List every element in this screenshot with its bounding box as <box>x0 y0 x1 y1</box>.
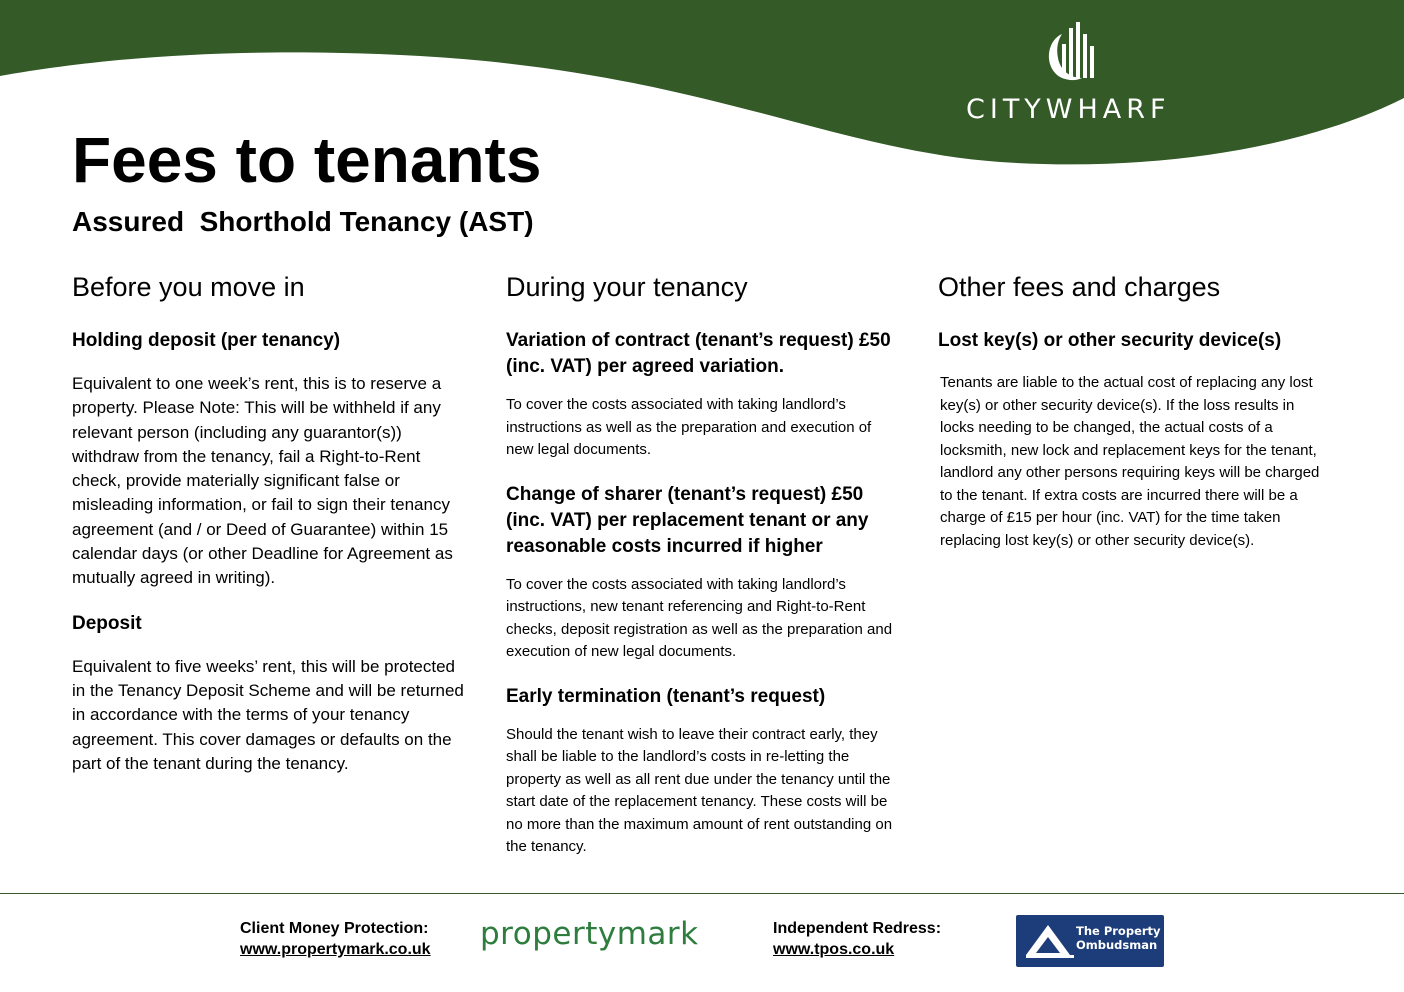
column-before-move-in <box>72 268 467 796</box>
ombudsman-triangle-icon <box>1022 921 1078 961</box>
page-subtitle: Assured Shorthold Tenancy (AST) <box>72 206 534 237</box>
fee-item-body: Tenants are liable to the actual cost of replacing any lost key(s) or other security device(s). If the loss results in locks needing to be changed, the actual costs of a locksmith, new lock and replacement keys for the tenant, landlord any other persons requiring keys will be charged to the tenant. If extra costs are incurred there will be a charge of £15 per hour (inc. VAT) for the time taken replacing lost key(s) or other security device(s). <box>940 374 1320 549</box>
tpos-link[interactable]: www.tpos.co.uk <box>773 941 895 958</box>
fee-item-body: Equivalent to one week’s rent, this is to reserve a property. Please Note: This will be withheld if any relevant person (including any guarantor(s)) withdraw from the tenancy, fail a Right-to-Rent check, provide materially significant false or misleading information, or fail to sign their tenancy agreement (and / or Deed of Guarantee) within 15 calendar days (or other Deadline for Agreement as mutually agreed in writing). <box>72 374 453 588</box>
fee-item-deposit <box>72 611 467 776</box>
client-money-protection <box>240 918 431 960</box>
column-other-fees <box>938 268 1328 572</box>
ombudsman-logo-text: The Property Ombudsman <box>1076 924 1161 952</box>
fee-item-title: Holding deposit (per tenancy) <box>72 330 341 351</box>
property-ombudsman-logo <box>1016 915 1164 967</box>
fee-item-body: To cover the costs associated with taking landlord’s instructions as well as the preparation and execution of new legal documents. <box>506 396 872 458</box>
citywharf-building-icon <box>1040 20 1100 86</box>
propertymark-logo: propertymark <box>480 916 699 952</box>
fee-item-body: Equivalent to five weeks’ rent, this will be protected in the Tenancy Deposit Scheme and will be returned in accordance with the terms of your tenancy agreement. This cover damages or defaults on the part of the tenant during the tenancy. <box>72 656 464 773</box>
client-money-label: Client Money Protection: <box>240 920 429 937</box>
column-heading: Other fees and charges <box>938 272 1221 302</box>
fee-item-body: To cover the costs associated with taking landlord’s instructions, new tenant referencing and Right-to-Rent checks, deposit registration as well as the preparation and execution of new legal documents. <box>506 575 893 660</box>
citywharf-logo <box>960 20 1190 130</box>
column-heading: During your tenancy <box>506 272 748 302</box>
fee-item-body: Should the tenant wish to leave their contract early, they shall be liable to the landlord’s costs in re-letting the property as well as all rent due under the tenancy until the start date of the replacement tenancy. These costs will be no more than the maximum amount of rent outstanding on the tenancy. <box>506 725 893 855</box>
fee-item-title: Variation of contract (tenant’s request) £50 (inc. VAT) per agreed variation. <box>506 330 891 377</box>
fee-item-title: Deposit <box>72 612 142 634</box>
footer-divider <box>0 893 1404 894</box>
column-heading: Before you move in <box>72 272 305 302</box>
fee-item-variation-of-contract <box>506 328 901 462</box>
fee-item-change-of-sharer <box>506 482 901 664</box>
column-during-tenancy <box>506 268 901 879</box>
fee-item-title: Early termination (tenant’s request) <box>506 685 826 707</box>
fee-item-early-termination <box>506 684 901 859</box>
fee-item-lost-keys <box>938 328 1328 552</box>
fee-item-title: Change of sharer (tenant’s request) £50 (inc. VAT) per replacement tenant or any reasonable costs incurred if higher <box>506 483 869 557</box>
redress-label: Independent Redress: <box>773 920 942 937</box>
independent-redress <box>773 918 941 960</box>
fee-item-holding-deposit <box>72 328 467 591</box>
propertymark-link[interactable]: www.propertymark.co.uk <box>240 941 431 958</box>
citywharf-logo-text: CITYWHARF <box>966 94 1171 125</box>
page-title: Fees to tenants <box>72 124 542 196</box>
fee-item-title: Lost key(s) or other security device(s) <box>938 330 1282 351</box>
